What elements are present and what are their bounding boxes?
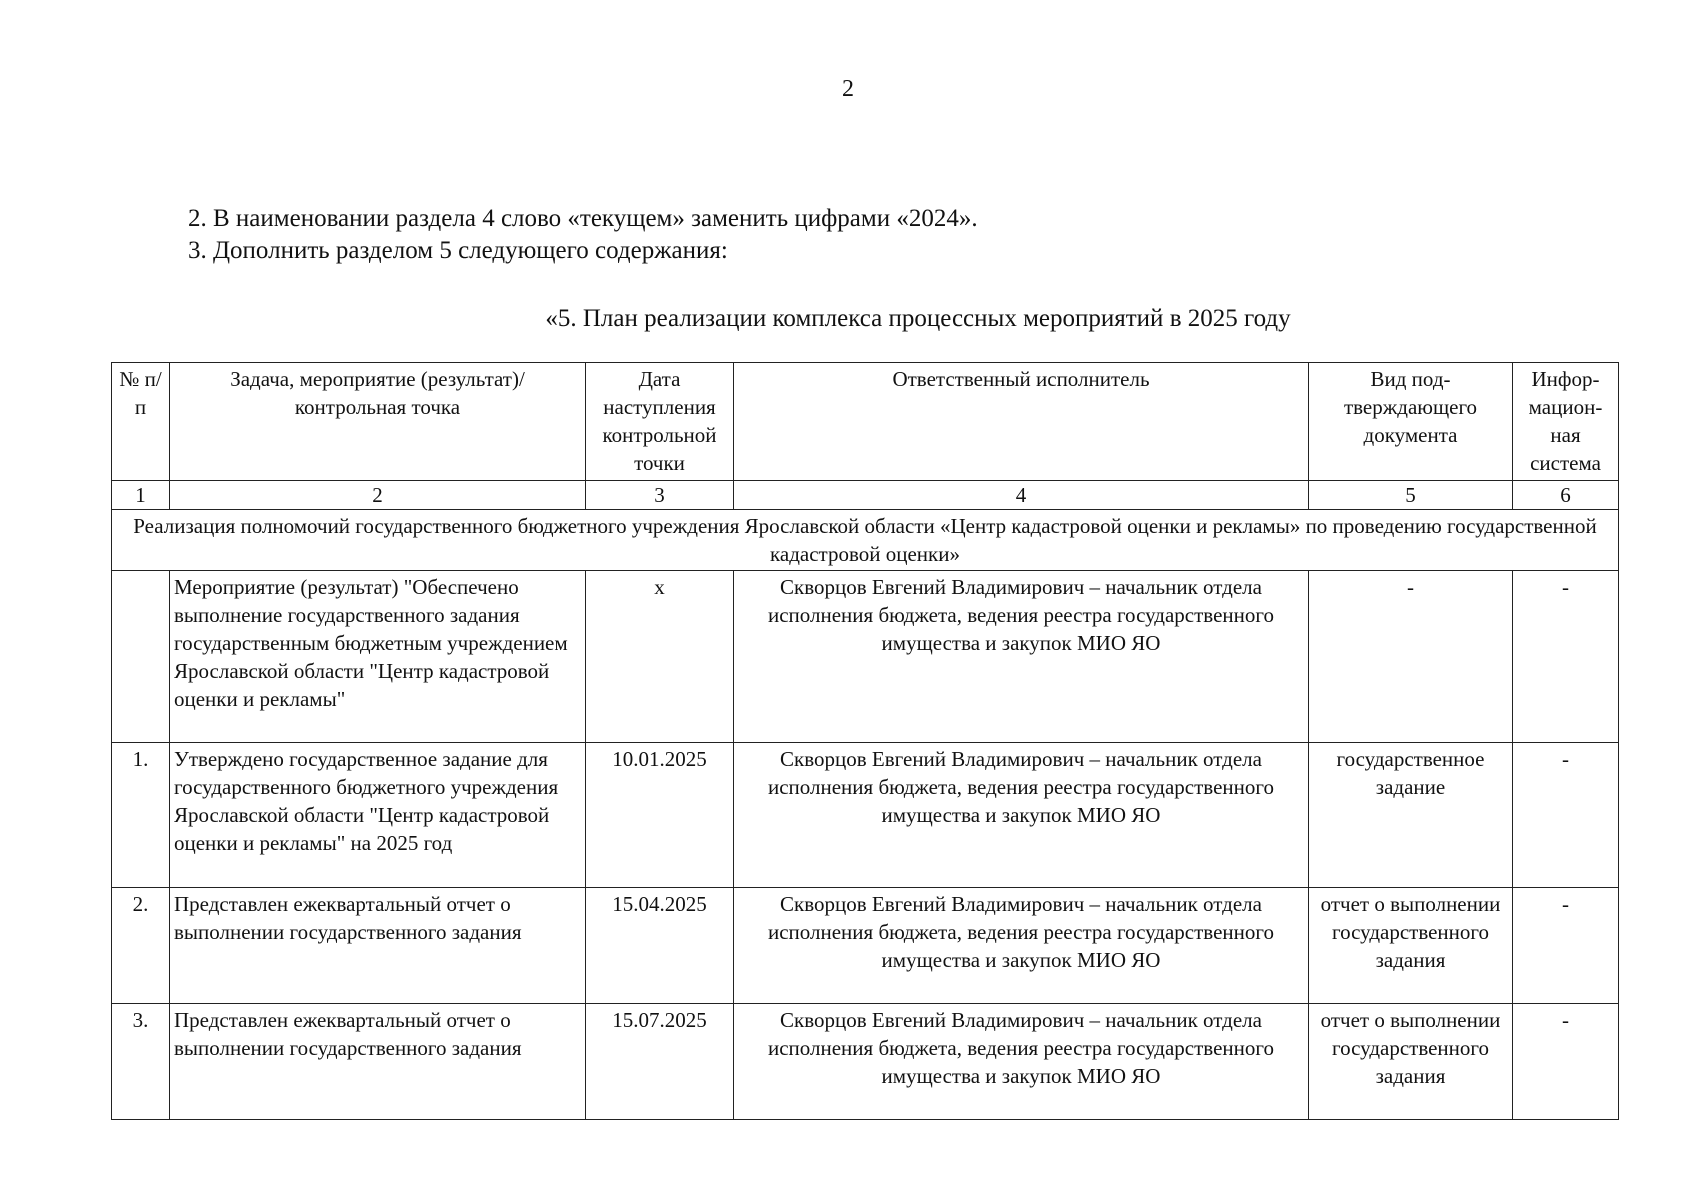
row-num [112, 571, 170, 743]
header-date: Дата наступления контрольной точки [586, 363, 734, 481]
row-num: 2. [112, 888, 170, 1004]
column-number: 3 [586, 481, 734, 510]
paragraph-amendment-2: 2. В наименовании раздела 4 слово «текущем» заменить цифрами «2024». [188, 205, 978, 232]
header-num: № п/п [112, 363, 170, 481]
column-number: 6 [1513, 481, 1619, 510]
row-responsible: Скворцов Евгений Владимирович – начальник отдела исполнения бюджета, ведения реестра государственного имущества и закупок МИО ЯО [734, 888, 1309, 1004]
table-row [112, 743, 1619, 888]
plan-table [111, 362, 1619, 1120]
header-document: Вид под-тверждающего документа [1309, 363, 1513, 481]
column-number: 2 [170, 481, 586, 510]
section-heading-row [112, 510, 1619, 571]
row-date: 15.07.2025 [586, 1004, 734, 1120]
table-row [112, 571, 1619, 743]
row-task: Мероприятие (результат) "Обеспечено выполнение государственного задания государственным бюджетным учреждением Ярославской области "Центр кадастровой оценки и рекламы" [170, 571, 586, 743]
paragraph-amendment-3: 3. Дополнить разделом 5 следующего содержания: [188, 237, 728, 264]
column-number: 1 [112, 481, 170, 510]
row-document: отчет о выполнении государственного задания [1309, 1004, 1513, 1120]
column-number-row [112, 481, 1619, 510]
row-task: Утверждено государственное задание для государственного бюджетного учреждения Ярославской области "Центр кадастровой оценки и рекламы" на 2025 год [170, 743, 586, 888]
section-heading: Реализация полномочий государственного бюджетного учреждения Ярославской области «Центр кадастровой оценки и рекламы» по проведению государственной кадастровой оценки» [112, 510, 1619, 571]
row-num: 3. [112, 1004, 170, 1120]
header-task: Задача, мероприятие (результат)/ контрольная точка [170, 363, 586, 481]
row-responsible: Скворцов Евгений Владимирович – начальник отдела исполнения бюджета, ведения реестра государственного имущества и закупок МИО ЯО [734, 743, 1309, 888]
section-title: «5. План реализации комплекса процессных мероприятий в 2025 году [545, 305, 1291, 332]
page-number: 2 [842, 76, 854, 102]
row-date: x [586, 571, 734, 743]
row-system: - [1513, 743, 1619, 888]
row-document: - [1309, 571, 1513, 743]
header-system: Инфор-мацион-ная система [1513, 363, 1619, 481]
row-system: - [1513, 1004, 1619, 1120]
table-header-row [112, 363, 1619, 481]
table-row [112, 1004, 1619, 1120]
row-document: отчет о выполнении государственного задания [1309, 888, 1513, 1004]
row-date: 15.04.2025 [586, 888, 734, 1004]
row-task: Представлен ежеквартальный отчет о выполнении государственного задания [170, 1004, 586, 1120]
row-responsible: Скворцов Евгений Владимирович – начальник отдела исполнения бюджета, ведения реестра государственного имущества и закупок МИО ЯО [734, 1004, 1309, 1120]
column-number: 5 [1309, 481, 1513, 510]
row-responsible: Скворцов Евгений Владимирович – начальник отдела исполнения бюджета, ведения реестра государственного имущества и закупок МИО ЯО [734, 571, 1309, 743]
row-document: государственное задание [1309, 743, 1513, 888]
column-number: 4 [734, 481, 1309, 510]
table-row [112, 888, 1619, 1004]
row-num: 1. [112, 743, 170, 888]
row-task: Представлен ежеквартальный отчет о выполнении государственного задания [170, 888, 586, 1004]
header-responsible: Ответственный исполнитель [734, 363, 1309, 481]
row-date: 10.01.2025 [586, 743, 734, 888]
row-system: - [1513, 571, 1619, 743]
row-system: - [1513, 888, 1619, 1004]
